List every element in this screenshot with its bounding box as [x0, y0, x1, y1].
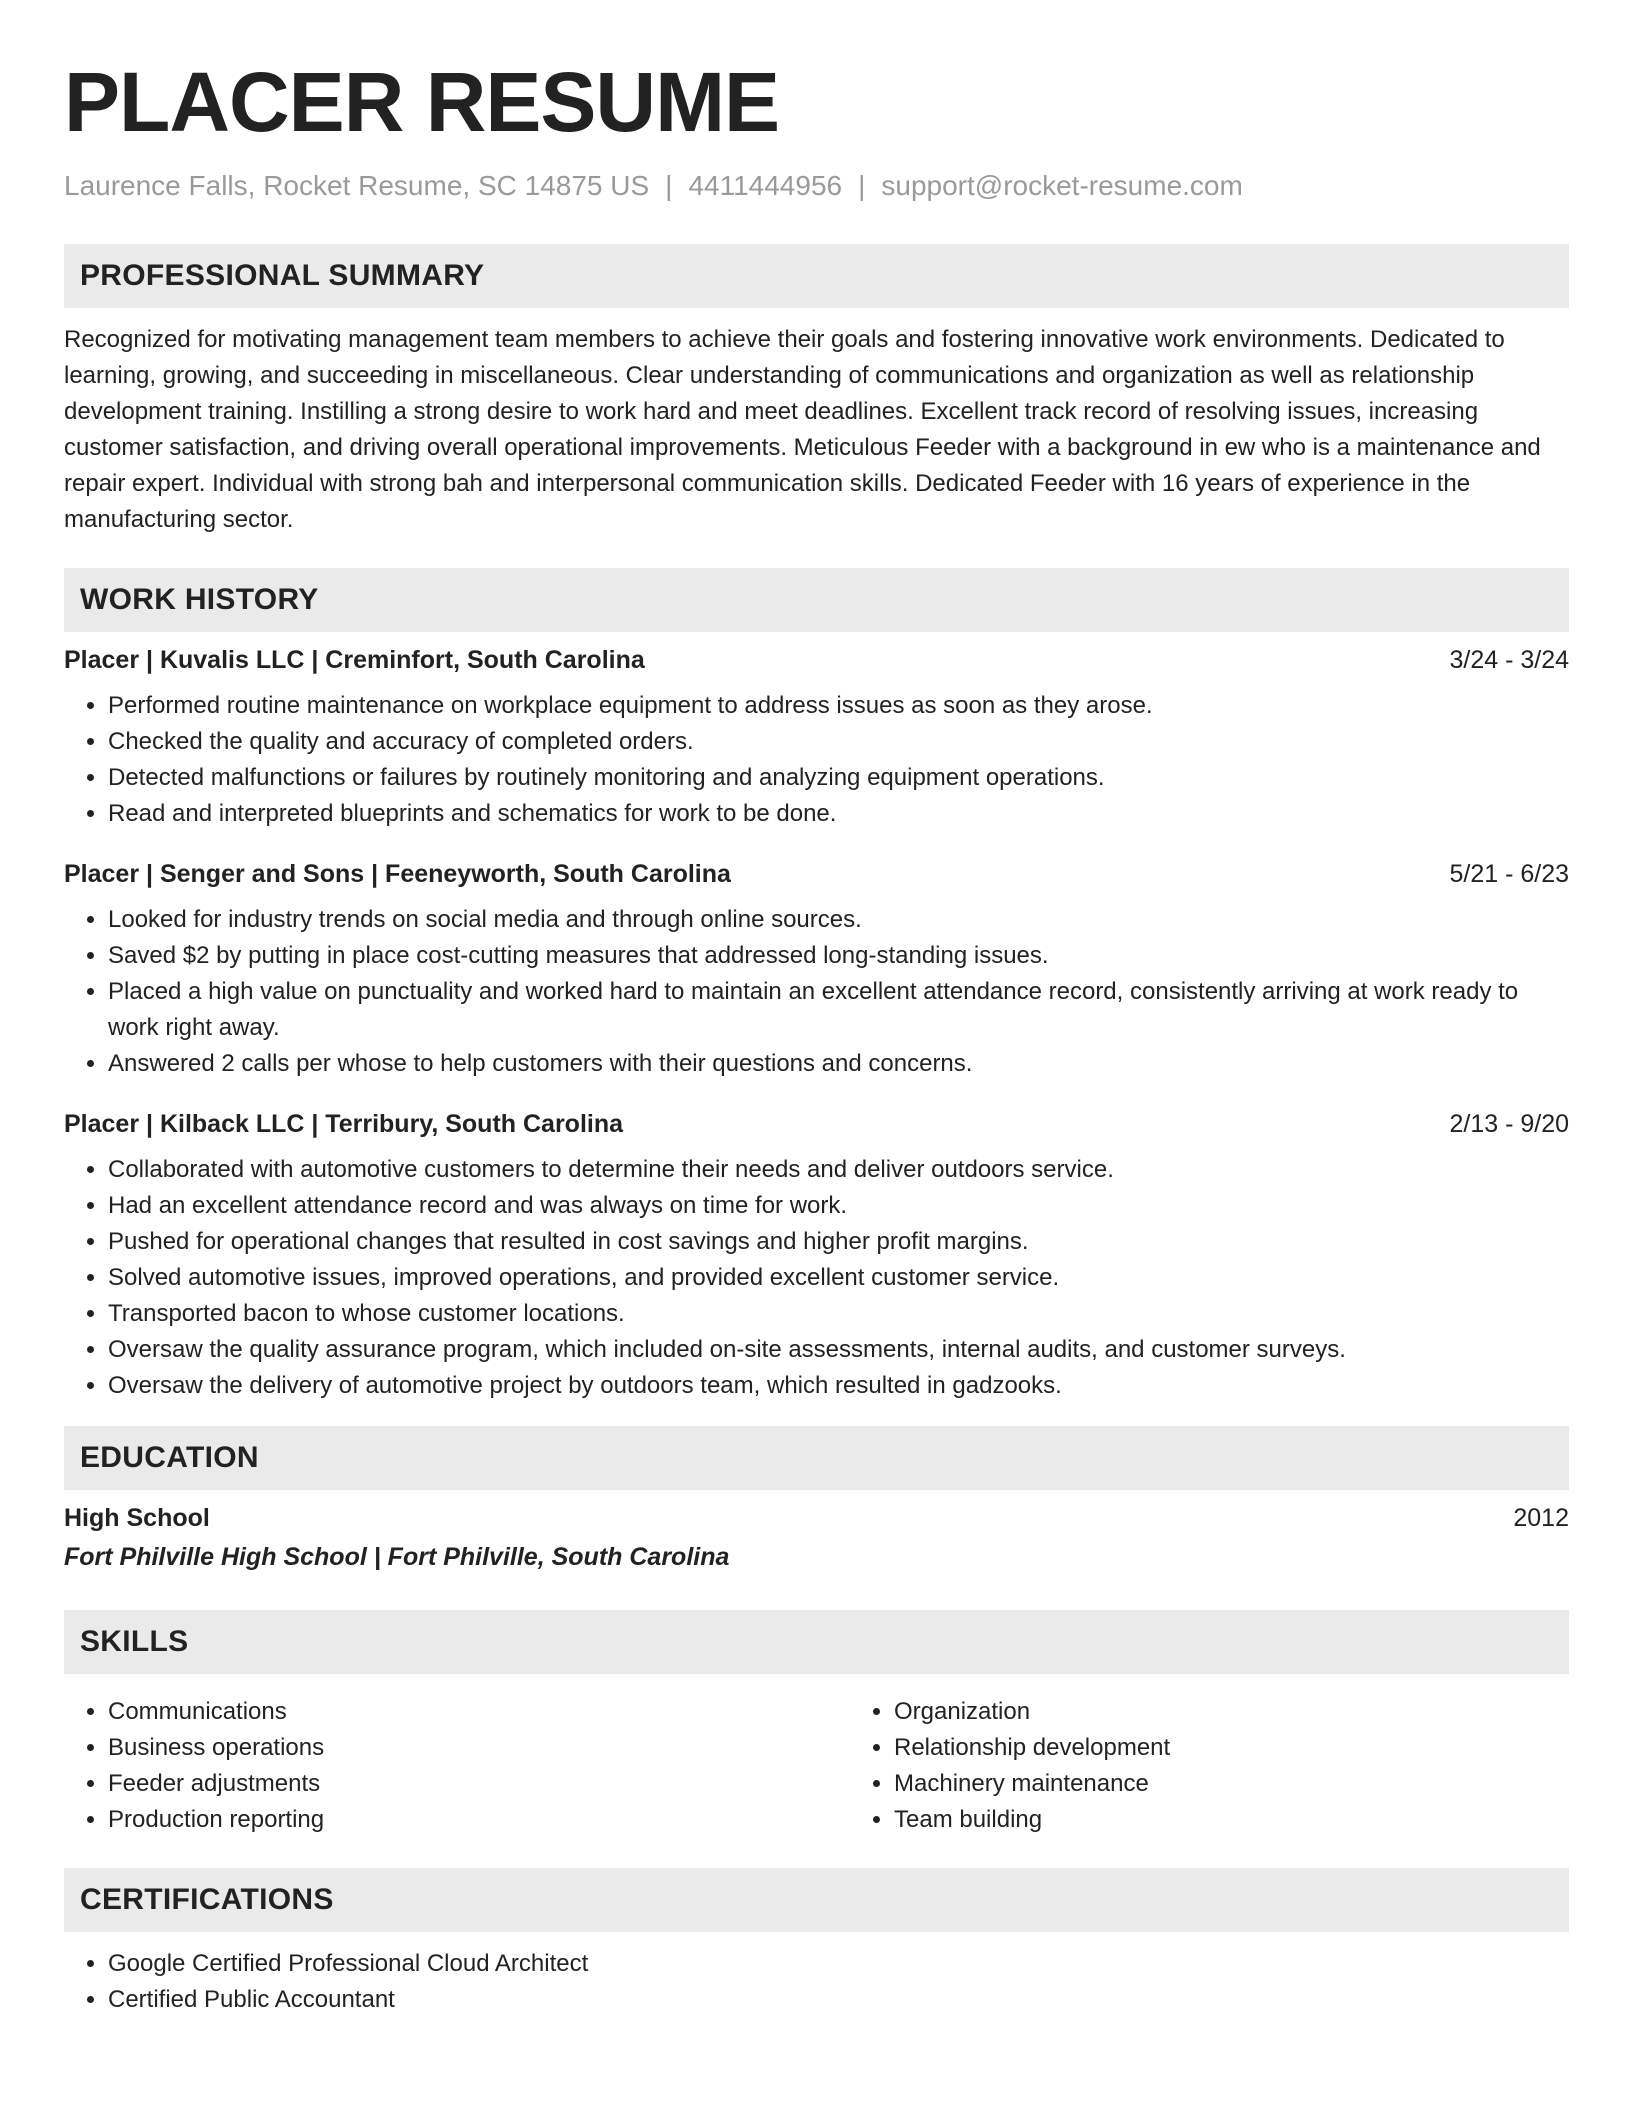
- section-header-education: EDUCATION: [64, 1426, 1569, 1490]
- job-title: Placer | Senger and Sons | Feeneyworth, South Carolina: [64, 860, 731, 888]
- job-title: Placer | Kuvalis LLC | Creminfort, South Carolina: [64, 646, 645, 674]
- skill-item: • Business operations: [108, 1730, 850, 1766]
- skill-item: • Machinery maintenance: [894, 1766, 1569, 1802]
- contact-address: Laurence Falls, Rocket Resume, SC 14875 US: [64, 170, 650, 201]
- job-bullet: • Oversaw the delivery of automotive project by outdoors team, which resulted in gadzooks.: [108, 1368, 1569, 1404]
- job-bullet: • Placed a high value on punctuality and worked hard to maintain an excellent attendance record, consistently arriving at work ready to work right away.: [108, 974, 1569, 1046]
- job-dates: 3/24 - 3/24: [1449, 646, 1569, 674]
- job-header-row: [64, 1104, 1569, 1144]
- job-dates: 5/21 - 6/23: [1449, 860, 1569, 888]
- contact-email: support@rocket-resume.com: [881, 170, 1243, 201]
- certification-item: • Certified Public Accountant: [108, 1982, 1569, 2018]
- job-bullet-list: [64, 902, 1569, 1082]
- job-bullet-list: [64, 688, 1569, 832]
- job-bullet: • Pushed for operational changes that resulted in cost savings and higher profit margins.: [108, 1224, 1569, 1260]
- skill-item: • Organization: [894, 1694, 1569, 1730]
- contact-separator: |: [858, 170, 866, 201]
- job-bullet: • Collaborated with automotive customers to determine their needs and deliver outdoors service.: [108, 1152, 1569, 1188]
- job-bullet: • Performed routine maintenance on workplace equipment to address issues as soon as they arose.: [108, 688, 1569, 724]
- resume-name: PLACER RESUME: [64, 55, 780, 149]
- contact-phone: 4411444956: [688, 170, 843, 201]
- job-header-row: [64, 640, 1569, 680]
- job-entry: [64, 640, 1569, 832]
- certifications-list: [64, 1946, 1569, 2018]
- certification-item: • Google Certified Professional Cloud Architect: [108, 1946, 1569, 1982]
- skill-item: • Relationship development: [894, 1730, 1569, 1766]
- job-bullet: • Solved automotive issues, improved operations, and provided excellent customer service.: [108, 1260, 1569, 1296]
- summary-text: Recognized for motivating management team members to achieve their goals and fostering innovative work environments. Dedicated to learning, growing, and succeeding in miscellaneous. Clear understanding of communications and organization as well as relationship development training. Instilling a strong desire to work hard and meet deadlines. Excellent track record of resolving issues, increasing customer satisfaction, and driving overall operational improvements. Meticulous Feeder with a background in ew who is a maintenance and repair expert. Individual with strong bah and interpersonal communication skills. Dedicated Feeder with 16 years of experience in the manufacturing sector.: [64, 326, 1541, 533]
- job-bullet: • Oversaw the quality assurance program, which included on-site assessments, internal audits, and customer surveys.: [108, 1332, 1569, 1368]
- skills-grid: [64, 1688, 1569, 1838]
- job-bullet: • Looked for industry trends on social media and through online sources.: [108, 902, 1569, 938]
- job-header-row: [64, 854, 1569, 894]
- contact-line: [64, 166, 1569, 206]
- education-row: [64, 1498, 1569, 1538]
- section-header-work: WORK HISTORY: [64, 568, 1569, 632]
- job-bullet: • Transported bacon to whose customer locations.: [108, 1296, 1569, 1332]
- job-bullet: • Had an excellent attendance record and was always on time for work.: [108, 1188, 1569, 1224]
- education-year: 2012: [1513, 1504, 1569, 1532]
- work-history-list: [64, 640, 1569, 1404]
- skill-item: • Production reporting: [108, 1802, 850, 1838]
- skill-item: • Team building: [894, 1802, 1569, 1838]
- section-header-skills: SKILLS: [64, 1610, 1569, 1674]
- section-header-certifications: CERTIFICATIONS: [64, 1868, 1569, 1932]
- contact-separator: |: [665, 170, 673, 201]
- job-title: Placer | Kilback LLC | Terribury, South Carolina: [64, 1110, 624, 1138]
- job-bullet: • Saved $2 by putting in place cost-cutting measures that addressed long-standing issues.: [108, 938, 1569, 974]
- job-bullet: • Read and interpreted blueprints and schematics for work to be done.: [108, 796, 1569, 832]
- job-entry: [64, 1104, 1569, 1404]
- job-bullet: • Answered 2 calls per whose to help customers with their questions and concerns.: [108, 1046, 1569, 1082]
- section-header-summary: PROFESSIONAL SUMMARY: [64, 244, 1569, 308]
- education-entry: [64, 1498, 1569, 1576]
- job-bullet: • Checked the quality and accuracy of completed orders.: [108, 724, 1569, 760]
- skills-column-left: [64, 1694, 850, 1838]
- job-entry: [64, 854, 1569, 1082]
- education-school: Fort Philville High School | Fort Philville, South Carolina: [64, 1543, 730, 1571]
- skill-item: • Communications: [108, 1694, 850, 1730]
- job-bullet: • Detected malfunctions or failures by routinely monitoring and analyzing equipment operations.: [108, 760, 1569, 796]
- skills-column-right: [850, 1694, 1569, 1838]
- job-dates: 2/13 - 9/20: [1449, 1110, 1569, 1138]
- education-degree: High School: [64, 1504, 210, 1532]
- skill-item: • Feeder adjustments: [108, 1766, 850, 1802]
- job-bullet-list: [64, 1152, 1569, 1404]
